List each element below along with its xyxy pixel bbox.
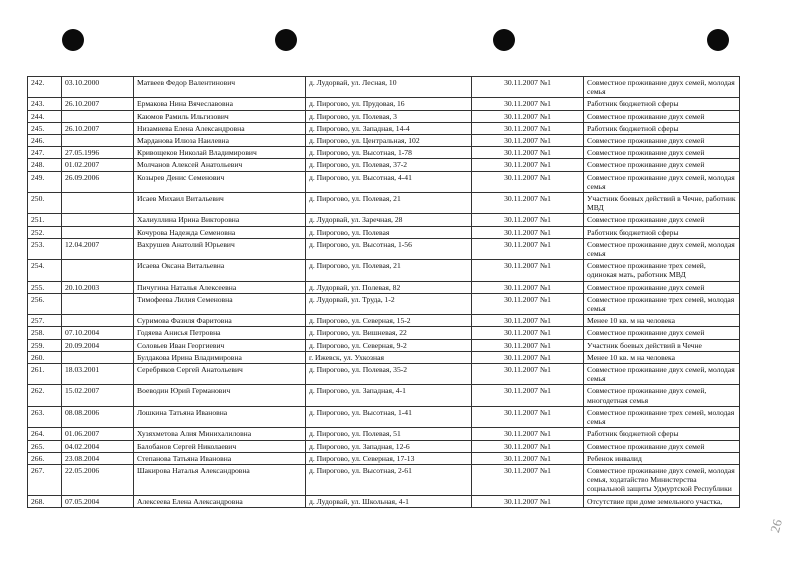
cell-name: Суримова Фазиля Фаритовна <box>134 315 306 327</box>
table-row <box>28 193 740 214</box>
cell-num: 245. <box>28 122 62 134</box>
cell-date <box>62 293 134 314</box>
cell-decision: 30.11.2007 №1 <box>472 428 584 440</box>
table-row <box>28 428 740 440</box>
cell-name: Шакирова Наталья Александровна <box>134 464 306 495</box>
cell-address: д. Пирогово, ул. Высотная, 1-78 <box>306 147 472 159</box>
cell-num: 243. <box>28 98 62 110</box>
cell-decision: 30.11.2007 №1 <box>472 464 584 495</box>
cell-date <box>62 351 134 363</box>
cell-num: 248. <box>28 159 62 171</box>
table-row <box>28 77 740 98</box>
cell-category: Менее 10 кв. м на человека <box>584 315 740 327</box>
table-row <box>28 452 740 464</box>
cell-date <box>62 315 134 327</box>
cell-decision: 30.11.2007 №1 <box>472 315 584 327</box>
cell-decision: 30.11.2007 №1 <box>472 110 584 122</box>
cell-name: Серебряков Сергей Анатольевич <box>134 364 306 385</box>
cell-date: 01.02.2007 <box>62 159 134 171</box>
cell-date <box>62 226 134 238</box>
cell-date: 23.08.2004 <box>62 452 134 464</box>
cell-decision: 30.11.2007 №1 <box>472 440 584 452</box>
cell-date: 04.02.2004 <box>62 440 134 452</box>
cell-num: 254. <box>28 260 62 281</box>
table-row <box>28 327 740 339</box>
cell-address: д. Пирогово, ул. Западная, 4-1 <box>306 385 472 406</box>
table-row <box>28 135 740 147</box>
cell-date: 07.10.2004 <box>62 327 134 339</box>
cell-category: Участник боевых действий в Чечне <box>584 339 740 351</box>
cell-category: Совместное проживание двух семей <box>584 110 740 122</box>
table-row <box>28 110 740 122</box>
cell-category: Работник бюджетной сферы <box>584 226 740 238</box>
cell-date: 07.05.2004 <box>62 495 134 507</box>
cell-date: 15.02.2007 <box>62 385 134 406</box>
cell-num: 258. <box>28 327 62 339</box>
cell-address: д. Лудорвай, ул. Школьная, 4-1 <box>306 495 472 507</box>
cell-category: Совместное проживание трех семей, молодая семья <box>584 293 740 314</box>
cell-decision: 30.11.2007 №1 <box>472 147 584 159</box>
cell-category: Работник бюджетной сферы <box>584 428 740 440</box>
cell-decision: 30.11.2007 №1 <box>472 214 584 226</box>
cell-name: Козырев Денис Семенович <box>134 171 306 192</box>
cell-address: г. Ижевск, ул. Ухкозная <box>306 351 472 363</box>
cell-decision: 30.11.2007 №1 <box>472 406 584 427</box>
cell-num: 263. <box>28 406 62 427</box>
cell-address: д. Пирогово, ул. Высотная, 1-41 <box>306 406 472 427</box>
cell-address: д. Пирогово, ул. Полевая, 37-2 <box>306 159 472 171</box>
cell-category: Ребенок инвалид <box>584 452 740 464</box>
cell-category: Отсутствие при доме земельного участка, <box>584 495 740 507</box>
table-row <box>28 122 740 134</box>
cell-address: д. Пирогово, ул. Западная, 14-4 <box>306 122 472 134</box>
cell-category: Участник боевых действий в Чечне, работник МВД <box>584 193 740 214</box>
cell-date: 01.06.2007 <box>62 428 134 440</box>
table-row <box>28 147 740 159</box>
cell-num: 257. <box>28 315 62 327</box>
cell-date: 26.09.2006 <box>62 171 134 192</box>
punch-hole-2 <box>275 29 297 51</box>
cell-name: Низамиева Елена Александровна <box>134 122 306 134</box>
cell-name: Исаев Михаил Витальевич <box>134 193 306 214</box>
punch-hole-4 <box>707 29 729 51</box>
cell-num: 253. <box>28 238 62 259</box>
cell-name: Пичугина Наталья Алексеевна <box>134 281 306 293</box>
table-row <box>28 464 740 495</box>
cell-category: Совместное проживание двух семей, многодетная семья <box>584 385 740 406</box>
cell-category: Совместное проживание двух семей <box>584 147 740 159</box>
cell-address: д. Пирогово, ул. Высотная, 2-61 <box>306 464 472 495</box>
table-row <box>28 293 740 314</box>
cell-category: Совместное проживание двух семей <box>584 159 740 171</box>
cell-address: д. Пирогово, ул. Полевая <box>306 226 472 238</box>
cell-name: Кривощеков Николай Владимирович <box>134 147 306 159</box>
cell-name: Соловьев Иван Георгиевич <box>134 339 306 351</box>
cell-decision: 30.11.2007 №1 <box>472 193 584 214</box>
cell-name: Исаева Оксана Витальевна <box>134 260 306 281</box>
cell-name: Кочурова Надежда Семеновна <box>134 226 306 238</box>
punch-hole-3 <box>493 29 515 51</box>
cell-address: д. Пирогово, ул. Полевая, 21 <box>306 260 472 281</box>
cell-date: 20.10.2003 <box>62 281 134 293</box>
cell-category: Совместное проживание двух семей <box>584 327 740 339</box>
cell-decision: 30.11.2007 №1 <box>472 327 584 339</box>
cell-num: 246. <box>28 135 62 147</box>
table-row <box>28 351 740 363</box>
cell-address: д. Пирогово, ул. Высотная, 4-41 <box>306 171 472 192</box>
cell-name: Булдакова Ирина Владимировна <box>134 351 306 363</box>
cell-num: 244. <box>28 110 62 122</box>
cell-category: Работник бюджетной сферы <box>584 98 740 110</box>
cell-name: Тимофеева Лилия Семеновна <box>134 293 306 314</box>
table-row <box>28 98 740 110</box>
cell-category: Совместное проживание двух семей, молодая семья <box>584 171 740 192</box>
cell-address: д. Пирогово, ул. Центральная, 102 <box>306 135 472 147</box>
table-row <box>28 260 740 281</box>
cell-date: 26.10.2007 <box>62 98 134 110</box>
cell-num: 259. <box>28 339 62 351</box>
table-row <box>28 238 740 259</box>
cell-name: Лошкина Татьяна Ивановна <box>134 406 306 427</box>
cell-name: Хузяхметова Алия Минихалиловна <box>134 428 306 440</box>
table-row <box>28 440 740 452</box>
cell-decision: 30.11.2007 №1 <box>472 385 584 406</box>
cell-num: 247. <box>28 147 62 159</box>
cell-name: Степанова Татьяна Ивановна <box>134 452 306 464</box>
cell-category: Совместное проживание двух семей <box>584 440 740 452</box>
cell-name: Вахрушев Анатолий Юрьевич <box>134 238 306 259</box>
cell-name: Каюмов Рамиль Ильгизович <box>134 110 306 122</box>
cell-num: 242. <box>28 77 62 98</box>
cell-date: 22.05.2006 <box>62 464 134 495</box>
cell-name: Годяева Анисья Петровна <box>134 327 306 339</box>
cell-address: д. Пирогово, ул. Полевая, 3 <box>306 110 472 122</box>
cell-name: Халиуллина Ирина Викторовна <box>134 214 306 226</box>
cell-date: 20.09.2004 <box>62 339 134 351</box>
cell-address: д. Пирогово, ул. Полевая, 35-2 <box>306 364 472 385</box>
cell-decision: 30.11.2007 №1 <box>472 452 584 464</box>
cell-address: д. Пирогово, ул. Прудовая, 16 <box>306 98 472 110</box>
cell-name: Матвеев Федор Валентинович <box>134 77 306 98</box>
cell-num: 256. <box>28 293 62 314</box>
cell-address: д. Пирогово, ул. Высотная, 1-56 <box>306 238 472 259</box>
cell-category: Совместное проживание двух семей, молодая семья <box>584 238 740 259</box>
cell-decision: 30.11.2007 №1 <box>472 495 584 507</box>
cell-address: д. Пирогово, ул. Полевая, 51 <box>306 428 472 440</box>
cell-address: д. Пирогово, ул. Северная, 17-13 <box>306 452 472 464</box>
cell-num: 267. <box>28 464 62 495</box>
table-row <box>28 364 740 385</box>
cell-decision: 30.11.2007 №1 <box>472 364 584 385</box>
cell-name: Ермакова Нина Вячеславовна <box>134 98 306 110</box>
cell-category: Совместное проживание двух семей <box>584 135 740 147</box>
table-row <box>28 159 740 171</box>
cell-category: Совместное проживание двух семей, молодая семья <box>584 77 740 98</box>
cell-address: д. Пирогово, ул. Северная, 15-2 <box>306 315 472 327</box>
cell-address: д. Лудорвай, ул. Заречная, 28 <box>306 214 472 226</box>
cell-num: 252. <box>28 226 62 238</box>
cell-date <box>62 135 134 147</box>
cell-num: 268. <box>28 495 62 507</box>
cell-decision: 30.11.2007 №1 <box>472 159 584 171</box>
cell-num: 261. <box>28 364 62 385</box>
cell-category: Совместное проживание двух семей, молодая семья <box>584 364 740 385</box>
cell-address: д. Пирогово, ул. Западная, 12-6 <box>306 440 472 452</box>
cell-category: Менее 10 кв. м на человека <box>584 351 740 363</box>
table-row <box>28 226 740 238</box>
punch-hole-1 <box>62 29 84 51</box>
cell-name: Молчанов Алексей Анатольевич <box>134 159 306 171</box>
cell-decision: 30.11.2007 №1 <box>472 98 584 110</box>
cell-address: д. Пирогово, ул. Полевая, 21 <box>306 193 472 214</box>
cell-date <box>62 110 134 122</box>
cell-date: 12.04.2007 <box>62 238 134 259</box>
cell-address: д. Лудорвай, ул. Труда, 1-2 <box>306 293 472 314</box>
table-row <box>28 406 740 427</box>
cell-date <box>62 214 134 226</box>
table-row <box>28 171 740 192</box>
cell-decision: 30.11.2007 №1 <box>472 238 584 259</box>
cell-name: Алексеева Елена Александровна <box>134 495 306 507</box>
cell-decision: 30.11.2007 №1 <box>472 351 584 363</box>
cell-num: 260. <box>28 351 62 363</box>
cell-date: 26.10.2007 <box>62 122 134 134</box>
cell-decision: 30.11.2007 №1 <box>472 77 584 98</box>
table-row <box>28 315 740 327</box>
cell-address: д. Пирогово, ул. Северная, 9-2 <box>306 339 472 351</box>
cell-date: 27.05.1996 <box>62 147 134 159</box>
table-row <box>28 495 740 507</box>
table-row <box>28 214 740 226</box>
table-row <box>28 339 740 351</box>
cell-category: Совместное проживание трех семей, молодая семья <box>584 406 740 427</box>
table-row <box>28 281 740 293</box>
cell-decision: 30.11.2007 №1 <box>472 171 584 192</box>
cell-address: д. Лудорвай, ул. Полевая, 82 <box>306 281 472 293</box>
cell-category: Работник бюджетной сферы <box>584 122 740 134</box>
cell-address: д. Пирогово, ул. Вишневая, 22 <box>306 327 472 339</box>
cell-name: Марданова Илюза Наилевна <box>134 135 306 147</box>
cell-num: 255. <box>28 281 62 293</box>
cell-category: Совместное проживание двух семей, молодая семья, ходатайство Министерства социальной защиты Удмуртской Республики <box>584 464 740 495</box>
cell-num: 265. <box>28 440 62 452</box>
cell-date: 08.08.2006 <box>62 406 134 427</box>
cell-name: Воеводин Юрий Германович <box>134 385 306 406</box>
cell-num: 266. <box>28 452 62 464</box>
page-number: 26 <box>767 517 785 535</box>
cell-decision: 30.11.2007 №1 <box>472 226 584 238</box>
registry-table <box>27 76 740 508</box>
cell-name: Балобанов Сергей Николаевич <box>134 440 306 452</box>
cell-decision: 30.11.2007 №1 <box>472 135 584 147</box>
cell-decision: 30.11.2007 №1 <box>472 293 584 314</box>
registry-table-body <box>28 77 740 508</box>
cell-num: 262. <box>28 385 62 406</box>
cell-decision: 30.11.2007 №1 <box>472 281 584 293</box>
cell-category: Совместное проживание двух семей <box>584 214 740 226</box>
cell-num: 264. <box>28 428 62 440</box>
cell-date: 18.03.2001 <box>62 364 134 385</box>
cell-date <box>62 193 134 214</box>
cell-address: д. Лудорвай, ул. Лесная, 10 <box>306 77 472 98</box>
cell-num: 249. <box>28 171 62 192</box>
cell-num: 250. <box>28 193 62 214</box>
cell-decision: 30.11.2007 №1 <box>472 260 584 281</box>
cell-decision: 30.11.2007 №1 <box>472 122 584 134</box>
cell-date: 03.10.2000 <box>62 77 134 98</box>
table-row <box>28 385 740 406</box>
cell-num: 251. <box>28 214 62 226</box>
cell-date <box>62 260 134 281</box>
cell-category: Совместное проживание двух семей <box>584 281 740 293</box>
cell-category: Совместное проживание трех семей, одинокая мать, работник МВД <box>584 260 740 281</box>
cell-decision: 30.11.2007 №1 <box>472 339 584 351</box>
